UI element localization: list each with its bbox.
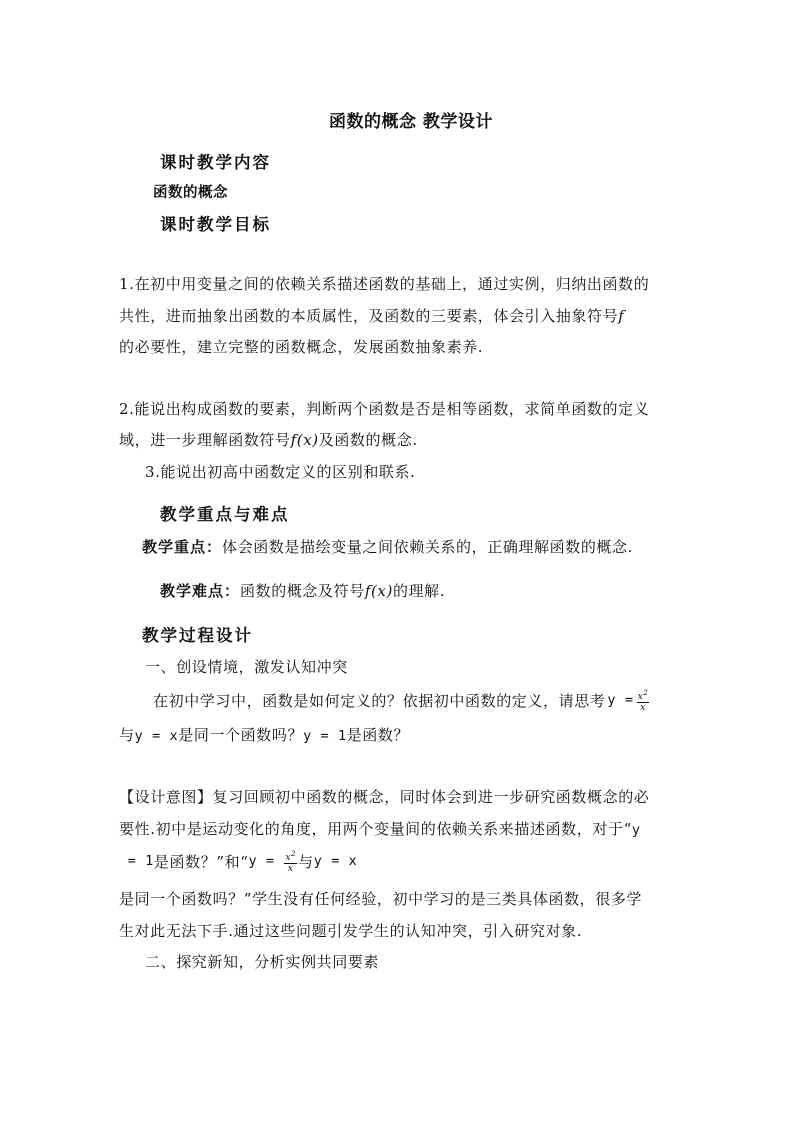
intent-line-2 [119,818,641,839]
question-line-2-text-b: 是同一个函数吗？ [178,726,304,744]
difficulty-text-b: 的理解. [392,582,446,600]
intent-y-equals-x: y = x [313,853,358,869]
fraction-x2-over-x-2 [284,849,297,874]
intent-equals-1: = 1 [119,853,154,869]
question-line-2 [119,724,409,745]
goal-1-line-2 [119,305,624,326]
difficulty-line [160,580,445,601]
fraction-denominator: x [640,702,646,713]
goal-2-line-1: 2.能说出构成函数的要素，判断两个函数是否是相等函数，求简单函数的定义 [119,400,650,418]
intent-line-3-text-d: 与 [298,852,314,871]
fraction-x2-over-x [637,688,650,713]
math-symbol-fx-2: f(x) [364,582,393,600]
section-heading-content: 课时教学内容 [160,153,271,172]
numerator-exponent: 2 [643,688,649,697]
goal-2-line-2-text-a: 域，进一步理解函数符号 [119,431,291,449]
question-line-1-text: 在初中学习中，函数是如何定义的？依据初中函数的定义，请思考 [153,691,606,710]
content-text: 函数的概念 [153,185,228,201]
fraction-numerator [637,688,650,703]
goal-1-line-3: 的必要性，建立完整的函数概念，发展函数抽象素养. [119,338,484,356]
intent-line-3-text-b: 是函数？”和“ [153,852,249,871]
key-point-text: 体会函数是描绘变量之间依赖关系的，正确理解函数的概念. [222,538,633,556]
fraction-denominator-2: x [287,863,294,874]
difficulty-text-a: 函数的概念及符号 [240,582,365,600]
question-y-equals-x: y = x [134,728,179,744]
numerator-base: x [637,691,644,702]
question-y-equals-1: y = 1 [303,728,347,744]
intent-line-2-text: 要性.初中是运动变化的角度，用两个变量间的依赖关系来描述函数，对于“ [119,820,632,838]
intent-line-5: 生对此无法下手.通过这些问题引发学生的认知冲突，引入研究对象. [119,922,583,940]
math-symbol-fx: f(x) [290,431,319,449]
section-heading-key-points: 教学重点与难点 [160,505,290,524]
intent-line-1: 【设计意图】复习回顾初中函数的概念，同时体会到进一步研究函数概念的必 [119,788,650,806]
difficulty-label: 教学难点： [160,582,241,600]
goal-2-line-2-text-b: 及函数的概念. [318,431,418,449]
section-heading-process: 教学过程设计 [142,626,253,645]
goal-1-line-2-text: 共性，进而抽象出函数的本质属性，及函数的三要素，体会引入抽象符号 [119,307,619,325]
section-heading-goals: 课时教学目标 [160,215,271,234]
goal-1-line-1: 1.在初中用变量之间的依赖关系描述函数的基础上，通过实例，归纳出函数的 [119,275,650,293]
key-point-label: 教学重点： [142,538,223,556]
intent-line-4: 是同一个函数吗？”学生没有任何经验，初中学习的是三类具体函数，很多学 [119,890,643,908]
question-line-1 [153,683,652,717]
fraction-numerator-2 [284,849,297,864]
question-y-equals: y = [607,692,634,708]
key-point-line [142,536,633,557]
intent-y-equals: y = [248,853,284,869]
goal-3: 3.能说出初高中函数定义的区别和联系. [145,463,416,481]
document-title: 函数的概念 教学设计 [329,112,493,132]
math-symbol-f: f [618,307,625,325]
question-line-2-text-c: 是函数？ [346,726,410,744]
intent-line-3 [119,846,357,876]
numerator-exponent-2: 2 [291,849,297,858]
goal-2-line-2 [119,429,418,450]
numerator-base-2: x [285,852,292,863]
question-line-2-text-a: 与 [119,726,135,744]
step-2-title: 二、探究新知，分析实例共同要素 [145,953,380,971]
intent-y: y [631,822,641,838]
step-1-title: 一、创设情境，激发认知冲突 [145,658,348,676]
